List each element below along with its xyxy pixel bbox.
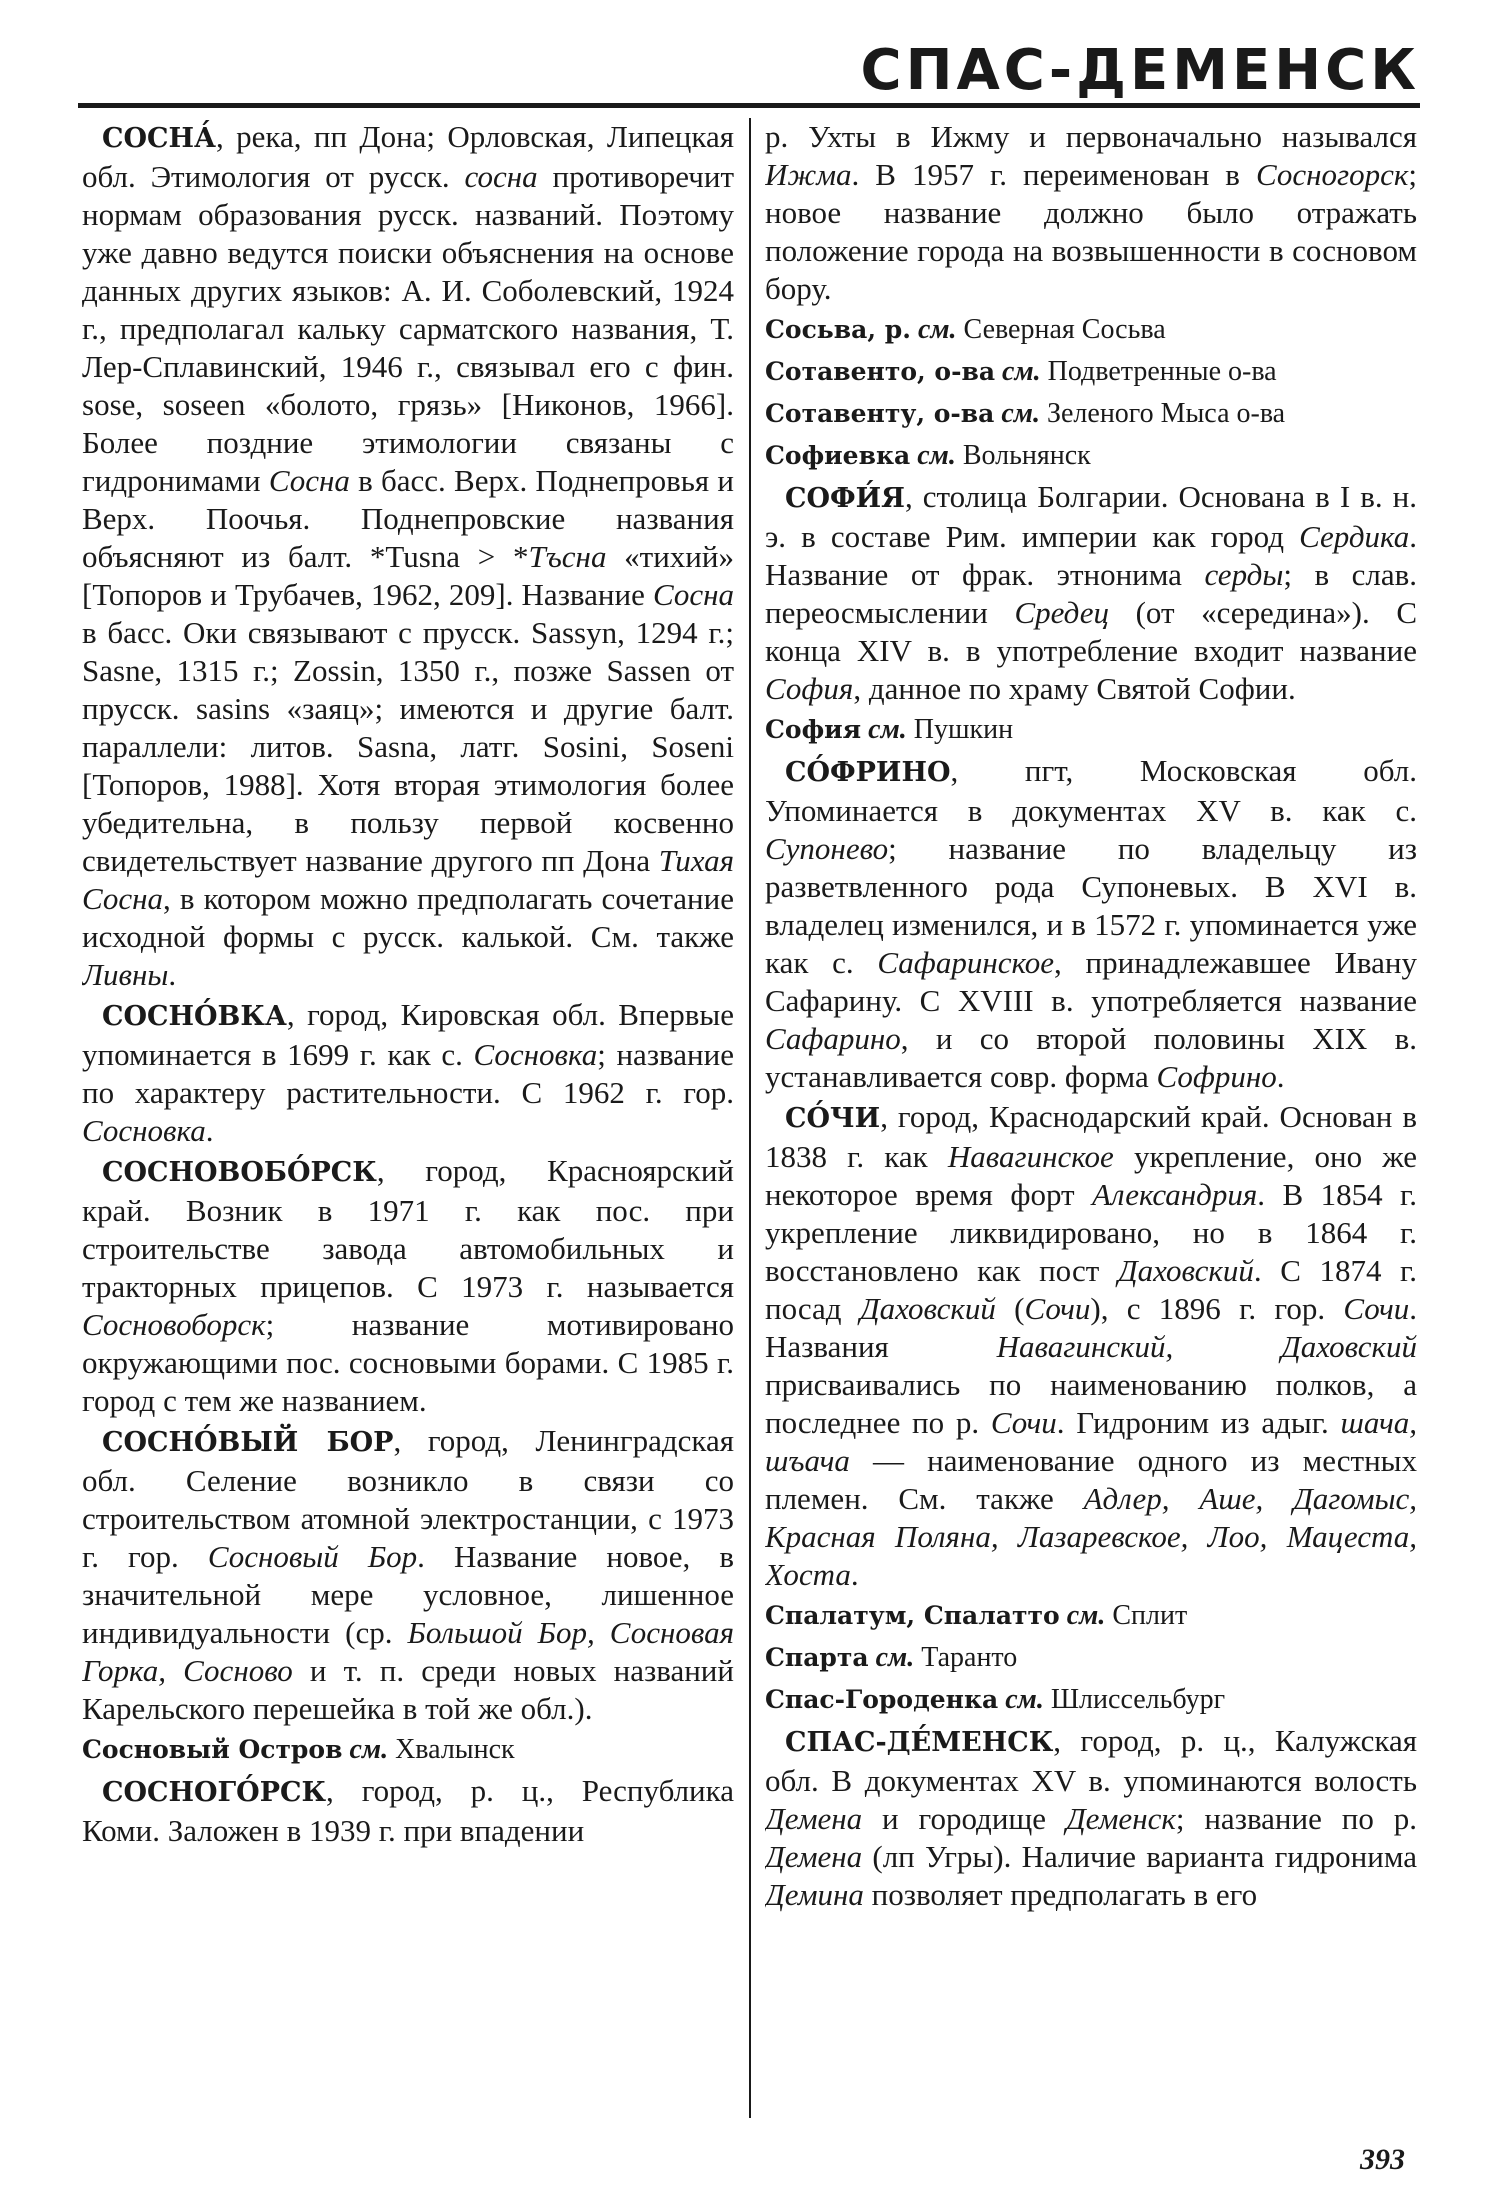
entry-text: , город, Краснодарский край. Основан в 1838 г. как [765, 1099, 1417, 1174]
italic-term: Тихая Сосна [82, 843, 734, 916]
cross-reference [765, 1680, 1417, 1720]
entry-text: Вольнянск [955, 440, 1091, 471]
headword: СОСНА́ [102, 123, 216, 154]
page-number: 393 [1360, 2143, 1405, 2176]
cross-reference [765, 352, 1417, 392]
entry-text: , город, Ленинградская обл. Селение возникло в связи со строительством атомной электростанции, с 1973 г. гор. [82, 1423, 734, 1574]
entry-text: ; в слав. переосмыслении [765, 557, 1417, 630]
entry-text: . [850, 1557, 859, 1592]
italic-term: Сафарино [765, 1021, 901, 1056]
italic-term: Сосновоборск [82, 1307, 266, 1342]
italic-term: Адлер, Аше, Дагомыс, Красная Поляна, Лазаревское, Лоо, Мацеста, Хоста [765, 1481, 1417, 1592]
italic-term: Сосновка [82, 1113, 206, 1148]
italic-term: Ижма [765, 157, 852, 192]
italic-term: Демена [765, 1839, 863, 1874]
dictionary-entry [765, 118, 1417, 308]
dictionary-entry [82, 1772, 734, 1850]
entry-text: , город, р. ц., Калужская обл. В документах XV в. упоминаются волость [765, 1723, 1417, 1798]
see-reference: см. [994, 398, 1040, 429]
entry-text: Северная Сосьва [956, 314, 1166, 345]
italic-term: София [765, 671, 854, 706]
headword: Спас-Городенка [765, 1685, 999, 1714]
entry-text: и городище [862, 1801, 1066, 1836]
headword: СПАС-ДЕ́МЕНСК [785, 1727, 1054, 1758]
dictionary-entry [765, 752, 1417, 1096]
entry-text: ( [995, 1291, 1025, 1326]
entry-text: Сплит [1105, 1600, 1188, 1631]
entry-text: . [168, 957, 177, 992]
italic-term: Тъсна [528, 539, 607, 574]
headword: Сосьва, р. [765, 315, 911, 344]
cross-reference [82, 1730, 734, 1770]
entry-text: в басс. Оки связывают с прусск. Sassyn, 1294 г.; Sasne, 1315 г.; Zossin, 1350 г., позже Sassen от прусск. sasins «заяц»; имеются и другие балт. параллели: литов. Sasna, латг. Sosini, Soseni [Топоров, 1988]. Хотя вторая этимология более убедительна, в пользу первой косвенно свидетельствует название другого пп Дона [82, 615, 734, 878]
entry-text: позволяет предполагать в его [863, 1877, 1258, 1912]
entry-text: . Название от фрак. этнонима [765, 519, 1417, 592]
entry-text: . Гидроним из адыг. [1056, 1405, 1341, 1440]
entry-text: в басс. Верх. Поднепровья и Верх. Поочья. Поднепровские названия объясняют из балт. *Tusna > * [82, 463, 734, 574]
entry-text: . Названия [765, 1291, 1417, 1364]
italic-term: Сочи [1024, 1291, 1091, 1326]
headword: СОСНОГО́РСК [102, 1777, 327, 1808]
headword: Софиевка [765, 441, 911, 470]
see-reference: см. [910, 440, 956, 471]
entry-text: ), с 1896 г. гор. [1090, 1291, 1344, 1326]
entry-text: , столица Болгарии. Основана в I в. н. э. в составе Рим. империи как город [765, 479, 1417, 554]
entry-text: , город, р. ц., Республика Коми. Заложен в 1939 г. при впадении [82, 1773, 734, 1848]
headword: Сотавенту, о-ва [765, 399, 995, 428]
entry-text: , в котором можно предполагать сочетание исходной формы с русск. калькой. См. также [82, 881, 734, 954]
see-reference: см. [868, 1642, 915, 1673]
entry-text: Хвалынск [388, 1734, 515, 1765]
dictionary-entry [82, 118, 734, 994]
cross-reference [765, 1638, 1417, 1678]
headword: СОФИ́Я [785, 483, 905, 514]
entry-text: ; название по характеру растительности. С 1962 г. гор. [82, 1037, 734, 1110]
entry-text: Подветренные о-ва [1040, 356, 1277, 387]
italic-term: сосна [464, 159, 538, 194]
entry-text: , и со второй половины XIX в. устанавливается совр. форма [765, 1021, 1417, 1094]
entry-text: р. Ухты в Ижму и первоначально назывался [765, 119, 1417, 154]
entry-text: укрепление, оно же некоторое время форт [765, 1139, 1417, 1212]
entry-text: Зеленого Мыса о-ва [1039, 398, 1286, 429]
italic-term: Сочи [1343, 1291, 1410, 1326]
entry-text: ; название по владельцу из разветвленного рода Супоневых. В XVI в. владелец изменился, и в 1572 г. упоминается уже как с. [765, 831, 1417, 980]
dictionary-entry [765, 478, 1417, 708]
dictionary-entry [82, 996, 734, 1150]
dictionary-entry [82, 1152, 734, 1420]
headword: СО́ЧИ [785, 1103, 881, 1134]
cross-reference [765, 436, 1417, 476]
italic-term: Большой Бор, Сосновая Горка, Сосново [82, 1615, 734, 1688]
header-rule [78, 103, 1420, 108]
entry-text: . В 1957 г. переименован в [851, 157, 1256, 192]
headword: София [765, 715, 862, 744]
italic-term: Сосна [652, 577, 734, 612]
dictionary-entry [765, 1098, 1417, 1594]
italic-term: Сосногорск [1255, 157, 1409, 192]
italic-term: Софрино [1156, 1059, 1277, 1094]
entry-text: . В 1854 г. укрепление ликвидировано, но в 1864 г. восстановлено как пост [765, 1177, 1417, 1288]
italic-term: серды [1204, 557, 1284, 592]
italic-term: Сосновый Бор [207, 1539, 418, 1574]
entry-text: , данное по храму Святой Софии. [853, 671, 1296, 706]
headword: СОСНОВОБО́РСК [102, 1157, 377, 1188]
see-reference: см. [910, 314, 957, 345]
entry-text: . С 1874 г. посад [765, 1253, 1417, 1326]
entry-text: присваивались по наименованию полков, а последнее по р. [765, 1367, 1417, 1440]
cross-reference [765, 710, 1417, 750]
italic-term: Даховский [1117, 1253, 1254, 1288]
column-divider [749, 118, 751, 2118]
entry-text: — наименование одного из местных племен. См. также [765, 1443, 1417, 1516]
entry-text: ; название мотивировано окружающими пос. сосновыми борами. С 1985 г. город с тем же названием. [82, 1307, 734, 1418]
entry-text: , пгт, Московская обл. Упоминается в документах XV в. как с. [765, 753, 1417, 828]
italic-term: Демина [765, 1877, 864, 1912]
entry-text: Таранто [914, 1642, 1018, 1673]
entry-text: Шлиссельбург [1043, 1684, 1226, 1715]
cross-reference [765, 394, 1417, 434]
entry-text: , принадлежавшее Ивану Сафарину. С XVIII в. употребляется название [765, 945, 1417, 1018]
dictionary-entry [82, 1422, 734, 1728]
italic-term: Деменск [1065, 1801, 1176, 1836]
headword: СО́ФРИНО [785, 757, 951, 788]
italic-term: Сафаринское [877, 945, 1055, 980]
italic-term: Навагинский, Даховский [996, 1329, 1417, 1364]
entry-text: противоречит нормам образования русск. названий. Поэтому уже давно ведутся поиски объяснения на основе данных других языков: А. И. Соболевский, 1924 г., предполагал кальку сарматского названия, Т. Лер-Сплавинский, 1946 г., связывал его с фин. sose, soseen «болото, грязь» [Никонов, 1966]. Более поздние этимологии связаны с гидронимами [82, 159, 734, 498]
entry-text: . [1276, 1059, 1285, 1094]
running-head: СПАС-ДЕМЕНСК [860, 38, 1420, 103]
headword: СОСНО́ВКА [102, 1001, 287, 1032]
italic-term: Навагинское [947, 1139, 1114, 1174]
right-column [765, 118, 1417, 2110]
dictionary-entry [765, 1722, 1417, 1914]
entry-text: , река, пп Дона; Орловская, Липецкая обл. Этимология от русск. [82, 119, 734, 194]
see-reference: см. [342, 1734, 389, 1765]
entry-text: (лп Угры). Наличие варианта гидронима [862, 1839, 1417, 1874]
cross-reference [765, 1596, 1417, 1636]
italic-term: Александрия [1092, 1177, 1258, 1212]
italic-term: Сердика [1299, 519, 1410, 554]
entry-text: ; название по р. [1175, 1801, 1417, 1836]
see-reference: см. [861, 714, 907, 745]
entry-text: Пушкин [906, 714, 1014, 745]
entry-text: , город, Кировская обл. Впервые упоминается в 1699 г. как с. [82, 997, 734, 1072]
italic-term: Супонево [765, 831, 889, 866]
headword: СОСНО́ВЫЙ БОР [102, 1427, 394, 1458]
entry-text: «тихий» [Топоров и Трубачев, 1962, 209]. Название [82, 539, 734, 612]
entry-text: ; новое название должно было отражать положение города на возвышенности в сосновом бору. [765, 157, 1417, 306]
see-reference: см. [1059, 1600, 1106, 1631]
entry-text: . [205, 1113, 214, 1148]
entry-text: , город, Красноярский край. Возник в 1971 г. как пос. при строительстве завода автомобильных и тракторных прицепов. С 1973 г. называется [82, 1153, 734, 1304]
italic-term: Демена [765, 1801, 863, 1836]
headword: Спарта [765, 1643, 869, 1672]
italic-term: шача, шъача [765, 1405, 1417, 1478]
cross-reference [765, 310, 1417, 350]
entry-text: (от «середина»). С конца XIV в. в употребление входит название [765, 595, 1417, 668]
headword: Сотавенто, о-ва [765, 357, 996, 386]
italic-term: Даховский [859, 1291, 996, 1326]
italic-term: Средец [1014, 595, 1109, 630]
italic-term: Ливны [82, 957, 169, 992]
headword: Спалатум, Спалатто [765, 1601, 1060, 1630]
italic-term: Сочи [990, 1405, 1057, 1440]
italic-term: Сосновка [473, 1037, 598, 1072]
see-reference: см. [998, 1684, 1044, 1715]
italic-term: Сосна [268, 463, 350, 498]
entry-text: и т. п. среди новых названий Карельского перешейка в той же обл.). [82, 1653, 734, 1726]
entry-text: . Название новое, в значительной мере условное, лишенное индивидуальности (ср. [82, 1539, 734, 1650]
see-reference: см. [995, 356, 1041, 387]
left-column [82, 118, 734, 2110]
headword: Сосновый Остров [82, 1735, 343, 1764]
